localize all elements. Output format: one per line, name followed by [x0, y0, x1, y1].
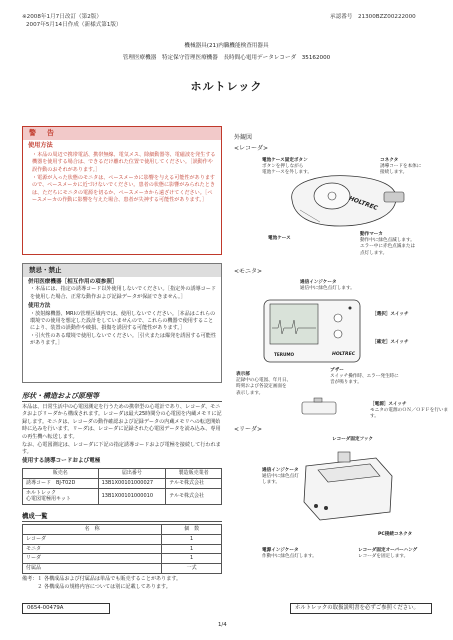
prohibition-heading: 禁忌・禁止 [23, 264, 221, 277]
composition-table [22, 524, 222, 574]
callout-text: 記録中の心電図、年月日、 時刻および各設定画面を 表示します。 [236, 378, 292, 396]
monitor-side-view [300, 396, 340, 418]
callout-title: PC接続コネクタ [378, 532, 413, 537]
callout-title: 電池ケース固定ボタン [262, 158, 308, 163]
prohibition-box [22, 263, 222, 383]
callout-text: レコーダを固定します。 [358, 554, 409, 560]
callout-battery-button [262, 158, 312, 177]
structure-title: 形状・構造および原理等 [22, 392, 222, 402]
table-row [23, 544, 222, 554]
callout-display [236, 372, 291, 397]
leads-header-number: 届出番号 [98, 469, 166, 479]
callout-title: 通信インジケータ [300, 280, 337, 285]
callout-title: ブザー [330, 368, 344, 373]
leads-header-name: 販売名 [23, 469, 99, 479]
callout-title: 表示部 [236, 372, 250, 377]
prohibition-item-2: ・引火性のある環境で使用しないでください。［引火または爆発を誘因する可能性があります。］ [30, 332, 216, 347]
callout-title: コネクタ [380, 158, 399, 163]
table-cell: モニタ [23, 544, 162, 554]
table-cell: リーダ [23, 554, 162, 564]
creation-date: 2007年5月14日作成（新様式第1版） [26, 22, 122, 28]
callout-title: ［選択］スイッチ [372, 312, 409, 317]
table-row [23, 564, 222, 574]
combo-device-text: ・本品には、指定の誘導コード以外使用しないでください。［指定外の誘導コードを使用した場合、正常な動作および記録データが保証できません。］ [30, 286, 216, 300]
callout-text: 動作中に緑色点滅します。 エラー中に赤色点滅または 点灯します。 [360, 238, 416, 256]
monitor-brand: HOLTREC [332, 352, 356, 357]
composition-note-1: 備考：１ 各構成品および付属品は単品でも販売することがあります。 [22, 576, 182, 582]
callout-reader-comm [262, 468, 299, 487]
table-cell: テルモ株式会社 [166, 478, 222, 488]
callout-title: ［電源］スイッチ [370, 402, 407, 407]
warning-item-1: ・本品の周辺で携帯電話、携帯無線、電気メス、除細動器等、電磁波を発生する機器を使用する場合は、できるだけ離れた位置で使用してください。［誤動作や誤作動のおそれがあります。］ [32, 151, 216, 173]
callout-battery-case [268, 236, 291, 242]
callout-recorder-hook [332, 437, 373, 443]
document-code: 0654-00479A [22, 603, 110, 614]
callout-confirm-switch [372, 340, 409, 346]
page-number: 1/4 [218, 622, 227, 628]
callout-connector [380, 158, 421, 177]
table-cell: テルモ株式会社 [166, 488, 222, 505]
composition-note-2: ２ 各構成品の規格内容については別に記載してあります。 [22, 584, 171, 590]
table-cell: 1 [162, 554, 222, 564]
warning-usage-title: 使用方法 [28, 142, 53, 150]
approval-number: 承認番号 21300BZZ00222000 [330, 14, 416, 20]
callout-pc-connector [378, 532, 412, 538]
callout-title: 電池ケース [268, 236, 291, 241]
revision-date: ※2008年1月7日改訂（第2版） [22, 14, 102, 20]
table-row [23, 554, 222, 564]
callout-text: 通信中に緑色点灯します。 [300, 286, 355, 292]
reader-label: <リーダ> [234, 426, 263, 433]
callout-title: 電源インジケータ [262, 548, 299, 553]
callout-status-marker [360, 232, 415, 257]
callout-title: 通信インジケータ [262, 468, 299, 473]
callout-text: 通信中に緑色点灯 します。 [262, 474, 299, 486]
prohibition-usage-title: 使用方法 [28, 303, 51, 310]
callout-text: スイッチ操作時、エラー発生時に 音が鳴ります。 [330, 374, 399, 386]
table-cell: 1 [162, 534, 222, 544]
monitor-label: <モニタ> [234, 268, 263, 275]
callout-reader-power [262, 548, 317, 560]
classification-line: 機械器具(21)内臓機能検査用器具 [184, 43, 269, 49]
callout-recorder-overhang [358, 548, 417, 560]
warning-heading: 警 告 [23, 127, 221, 140]
table-row [23, 478, 222, 488]
recorder-brand: HOLTREC [347, 195, 379, 212]
callout-text: 誘導コードを本体に 接続します。 [380, 164, 422, 176]
leads-header-maker: 製造販売業者 [166, 469, 222, 479]
callout-power-switch [370, 402, 453, 421]
product-title: ホルトレック [190, 80, 263, 93]
table-cell: 一式 [162, 564, 222, 574]
composition-title: 構成一覧 [22, 512, 222, 522]
callout-title: 動作マーカ [360, 232, 383, 237]
table-cell: ホルトレック 心電図電極用キット [23, 488, 99, 505]
warning-box [22, 126, 222, 255]
prohibition-item-1: ・放射線機器、MRIの管理区域内では、使用しないでください。［本品はこれらの環境での使用を想定した設計をしていませんので、これらの機器で使用することにより、装置の誤動作や破損、損傷を誘因する可能性があります。］ [30, 310, 216, 332]
device-category-line: 管理医療機器 特定保守管理医療機器 長時間心電用データレコーダ 35162000 [122, 55, 331, 61]
table-row [23, 488, 222, 505]
structure-note: なお、心電図測定は、レコーダに下記の指定誘導コードおよび電極を接続して行われます。 [22, 442, 221, 456]
table-cell: 付属品 [23, 564, 162, 574]
composition-header-name: 名 称 [23, 525, 162, 535]
callout-title: ［確定］スイッチ [372, 340, 409, 345]
appearance-title: 外観図 [234, 134, 253, 141]
table-cell: 13B1X00101000010 [98, 488, 166, 505]
table-row [23, 534, 222, 544]
recorder-illustration [280, 170, 410, 232]
structure-paragraph: 本品は、日常生活中の心電図測定を行うための携帯型の心電計であり、レコーダ、モニタおよびリーダから構成されます。レコーダは最大25時間分の心電図を内蔵メモリに記録します。モニタは、レコーダの動作確認および記録データの内蔵メモリへの転送開始時に込みを行います。リーダは、レコーダに記録された心電図データを読み込み、専用の再生機へ転送します。 [22, 404, 222, 440]
composition-header-count: 個 数 [162, 525, 222, 535]
reader-illustration [296, 446, 396, 524]
callout-text: ボタンを押しながら 電池ケースを外します。 [262, 164, 312, 176]
table-cell: 誘導コード BJ-T02D [23, 478, 99, 488]
leads-table [22, 468, 222, 505]
leads-title: 使用する誘導コードおよび電極 [22, 458, 101, 464]
callout-text: モニタの電源のＯＮ／ＯＦＦを行います。 [370, 408, 449, 420]
recorder-label: <レコーダ> [234, 145, 269, 152]
footer-notice: ホルトレックの取扱説明書を必ずご参照ください。 [290, 603, 432, 614]
warning-item-2: ・電源が入った状態のモニタは、ペースメーカに影響を与える可能性がありますので、ペースメーカに近づけないでください。患者の状態に影響がみられたときは、ただちにモニタの電源を切るか、ペースメーカから遠ざけてください。［ペースメーカの作動に影響を与えた場合、患者が失神する可能性があります。］ [32, 174, 216, 204]
callout-title: レコーダ固定オーバーハング [358, 548, 418, 553]
combo-device-title: 併用医療機器［相互作用の項参照］ [28, 278, 118, 285]
callout-title: レコーダ固定フック [332, 437, 374, 442]
table-cell: 13B1X00101000027 [98, 478, 166, 488]
table-cell: 1 [162, 544, 222, 554]
callout-buzzer [330, 368, 399, 387]
callout-select-switch [372, 312, 409, 318]
callout-monitor-comm [300, 280, 355, 292]
monitor-maker: TERUMO [274, 352, 295, 357]
callout-text: 作動中に緑色点灯します。 [262, 554, 317, 560]
table-cell: レコーダ [23, 534, 162, 544]
